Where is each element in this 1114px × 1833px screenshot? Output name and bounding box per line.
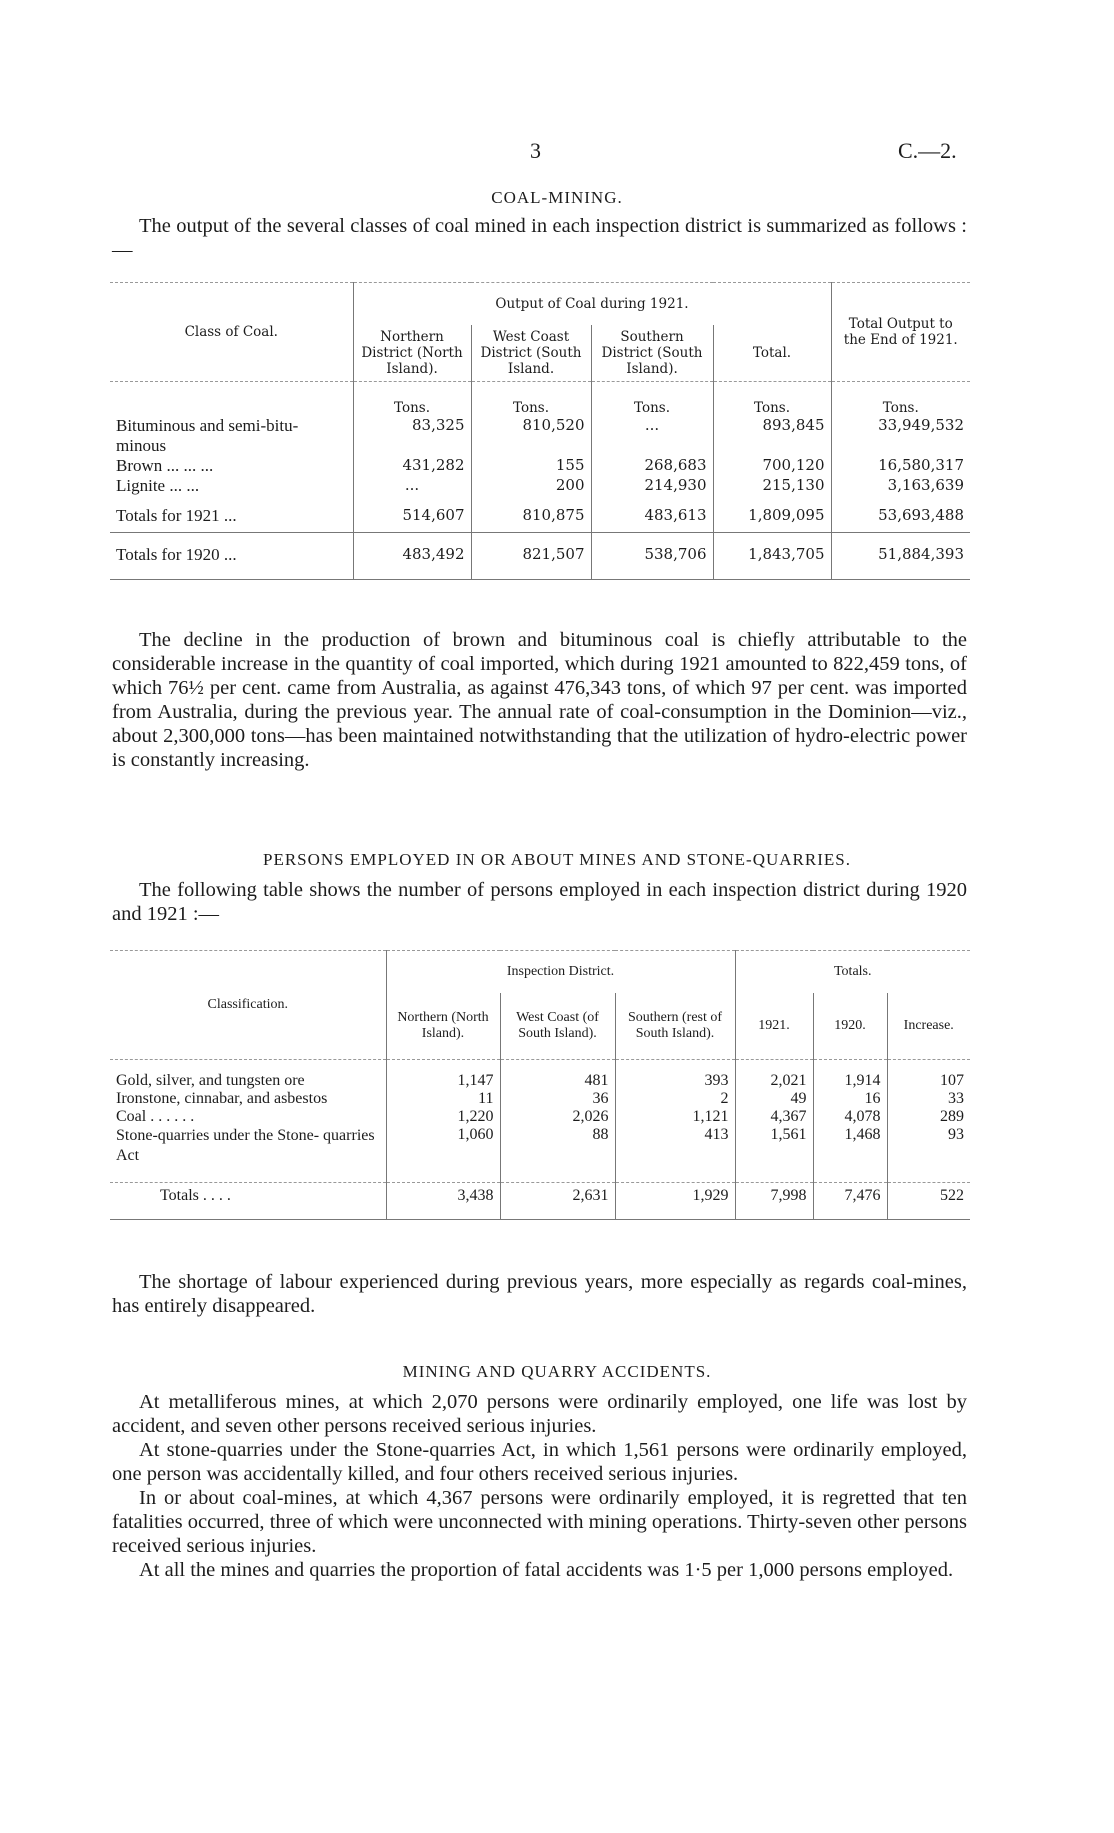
unit-label: Tons. [831, 382, 970, 417]
coal-intro-text: The output of the several classes of coal mined in each inspection district is summarized as follows :— [112, 215, 967, 261]
table-row [110, 1126, 970, 1166]
labour-shortage-text: The shortage of labour experienced during previous years, more especially as regards coal-mines, has entirely disappeared. [112, 1271, 967, 1317]
cell-1921: 4,367 [735, 1108, 813, 1126]
cell-southern: 538,706 [591, 545, 713, 580]
table-row [110, 476, 970, 496]
cell-northern: 514,607 [353, 506, 471, 533]
cell-total: 700,120 [713, 456, 831, 476]
accidents-heading: MINING AND QUARRY ACCIDENTS. [402, 1362, 712, 1381]
col-west-coast-district: West Coast District (South Island. [471, 325, 591, 382]
coal-output-table [110, 282, 970, 580]
cell-westcoast: 2,631 [500, 1183, 615, 1220]
row-label: Lignite ... ... [116, 476, 200, 495]
cell-cumulative: 33,949,532 [831, 416, 970, 456]
col-group-totals: Totals. [735, 951, 970, 994]
persons-intro-text: The following table shows the number of persons employed in each inspection district during 1920 and 1921 :— [112, 879, 967, 925]
coal-decline-paragraph [112, 628, 967, 772]
cell-westcoast: 810,520 [471, 416, 591, 456]
cell-northern: ... [353, 476, 471, 496]
cell-cumulative: 16,580,317 [831, 456, 970, 476]
totals-1920-row [110, 545, 970, 580]
cell-1920: 7,476 [813, 1183, 887, 1220]
cell-southern: 2 [615, 1090, 735, 1108]
row-label: Totals . . . . [160, 1187, 231, 1204]
cell-cumulative: 51,884,393 [831, 545, 970, 580]
totals-row [110, 1183, 970, 1220]
cell-southern: 483,613 [591, 506, 713, 533]
cell-northern: 1,220 [386, 1108, 500, 1126]
cell-increase: 289 [887, 1108, 970, 1126]
col-west-coast: West Coast (of South Island). [500, 993, 615, 1060]
cell-westcoast: 821,507 [471, 545, 591, 580]
cell-1920: 1,914 [813, 1072, 887, 1090]
row-label: Gold, silver, and tungsten ore [116, 1072, 305, 1089]
cell-westcoast: 200 [471, 476, 591, 496]
document-reference: C.—2. [898, 138, 957, 163]
cell-southern: 214,930 [591, 476, 713, 496]
col-southern-district: Southern District (South Island). [591, 325, 713, 382]
cell-total: 215,130 [713, 476, 831, 496]
col-class-of-coal: Class of Coal. [184, 324, 278, 340]
table-row [110, 456, 970, 476]
persons-intro-paragraph [112, 878, 967, 926]
cell-southern: 413 [615, 1126, 735, 1166]
row-label: Totals for 1921 ... [116, 506, 237, 525]
labour-shortage-paragraph [112, 1270, 967, 1318]
cell-increase: 93 [887, 1126, 970, 1166]
cell-increase: 107 [887, 1072, 970, 1090]
cell-1921: 2,021 [735, 1072, 813, 1090]
col-total-output: Total Output to the End of 1921. [831, 283, 970, 382]
cell-1921: 1,561 [735, 1126, 813, 1166]
cell-westcoast: 36 [500, 1090, 615, 1108]
row-label: Totals for 1920 ... [116, 545, 237, 564]
col-northern: Northern (North Island). [386, 993, 500, 1060]
cell-1921: 7,998 [735, 1183, 813, 1220]
coal-decline-text: The decline in the production of brown and bituminous coal is chiefly attributable to the considerable increase in the quantity of coal imported, which during 1921 amounted to 822,459 tons, of which 76½ per cent. came from Australia, as against 476,343 tons, of which 97 per cent. was imported from Australia, during the previous year. The annual rate of coal-consumption in the Dominion—viz., about 2,300,000 tons—has been maintained notwithstanding that the utilization of hydro-electric power is constantly increasing. [112, 629, 967, 771]
col-group-output-1921: Output of Coal during 1921. [353, 283, 831, 326]
cell-total: 893,845 [713, 416, 831, 456]
table-row [110, 1108, 970, 1126]
cell-southern: 393 [615, 1072, 735, 1090]
cell-northern: 1,060 [386, 1126, 500, 1166]
table-row [110, 416, 970, 456]
cell-northern: 83,325 [353, 416, 471, 456]
cell-northern: 1,147 [386, 1072, 500, 1090]
cell-total: 1,809,095 [713, 506, 831, 533]
accidents-paragraphs [112, 1390, 967, 1582]
cell-southern: 1,121 [615, 1108, 735, 1126]
persons-employed-heading: PERSONS EMPLOYED IN OR ABOUT MINES AND STONE-QUARRIES. [263, 850, 851, 869]
row-label: Stone-quarries under the Stone- quarries Act [116, 1127, 375, 1164]
cell-northern: 431,282 [353, 456, 471, 476]
cell-westcoast: 481 [500, 1072, 615, 1090]
col-total: Total. [713, 325, 831, 382]
unit-label: Tons. [591, 382, 713, 417]
accident-paragraph: In or about coal-mines, at which 4,367 persons were ordinarily employed, it is regretted that ten fatalities occurred, three of which were unconnected with mining operations. Thirty-seven other persons received serious injuries. [112, 1487, 967, 1557]
persons-employed-table [110, 950, 970, 1220]
col-1920: 1920. [813, 993, 887, 1060]
accident-paragraph: At stone-quarries under the Stone-quarries Act, in which 1,561 persons were ordinarily employed, one person was accidentally killed, and four others received serious injuries. [112, 1439, 967, 1485]
cell-increase: 33 [887, 1090, 970, 1108]
cell-cumulative: 53,693,488 [831, 506, 970, 533]
col-northern-district: Northern District (North Island). [353, 325, 471, 382]
row-label: Brown ... ... ... [116, 456, 214, 475]
cell-northern: 483,492 [353, 545, 471, 580]
cell-northern: 11 [386, 1090, 500, 1108]
col-1921: 1921. [735, 993, 813, 1060]
cell-westcoast: 155 [471, 456, 591, 476]
cell-northern: 3,438 [386, 1183, 500, 1220]
cell-westcoast: 2,026 [500, 1108, 615, 1126]
cell-total: 1,843,705 [713, 545, 831, 580]
cell-1920: 16 [813, 1090, 887, 1108]
row-label: Ironstone, cinnabar, and asbestos [116, 1090, 328, 1107]
accident-paragraph: At all the mines and quarries the proportion of fatal accidents was 1·5 per 1,000 persons employed. [139, 1559, 954, 1581]
col-southern: Southern (rest of South Island). [615, 993, 735, 1060]
col-group-inspection-district: Inspection District. [386, 951, 735, 994]
unit-label: Tons. [353, 382, 471, 417]
col-classification: Classification. [207, 997, 288, 1012]
cell-southern: 1,929 [615, 1183, 735, 1220]
cell-southern: 268,683 [591, 456, 713, 476]
cell-1920: 1,468 [813, 1126, 887, 1166]
accident-paragraph: At metalliferous mines, at which 2,070 persons were ordinarily employed, one life was lost by accident, and seven other persons received serious injuries. [112, 1391, 967, 1437]
table-row [110, 1072, 970, 1090]
coal-intro-paragraph [112, 214, 967, 262]
cell-1920: 4,078 [813, 1108, 887, 1126]
cell-1921: 49 [735, 1090, 813, 1108]
row-label: Bituminous and semi-bitu- minous [116, 416, 299, 455]
col-increase: Increase. [887, 993, 970, 1060]
totals-1921-row [110, 506, 970, 533]
table-row [110, 1090, 970, 1108]
page-number: 3 [530, 138, 541, 163]
row-label: Coal . . . . . . [116, 1108, 195, 1125]
unit-label: Tons. [471, 382, 591, 417]
unit-label: Tons. [713, 382, 831, 417]
cell-cumulative: 3,163,639 [831, 476, 970, 496]
cell-increase: 522 [887, 1183, 970, 1220]
cell-westcoast: 810,875 [471, 506, 591, 533]
cell-southern: ... [591, 416, 713, 456]
cell-westcoast: 88 [500, 1126, 615, 1166]
coal-mining-heading: COAL-MINING. [491, 188, 623, 207]
